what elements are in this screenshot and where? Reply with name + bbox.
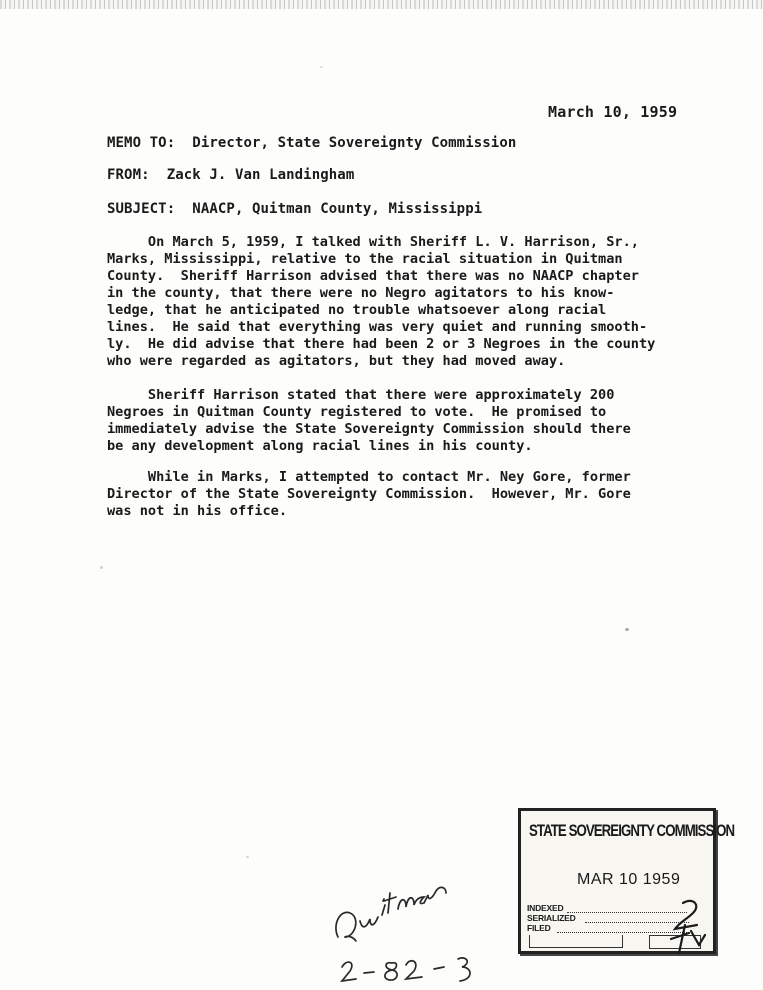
stamp-field-serialized: SERIALIZED xyxy=(527,913,576,923)
memo-date: March 10, 1959 xyxy=(548,103,678,121)
subject-value: NAACP, Quitman County, Mississippi xyxy=(192,201,483,217)
body-paragraph xyxy=(107,234,717,370)
paragraph-line: County. Sheriff Harrison advised that there was no NAACP chapter xyxy=(107,268,639,284)
paragraph-line: in the county, that there were no Negro agitators to his know- xyxy=(107,285,615,301)
scan-edge-strip xyxy=(0,0,763,9)
scan-speck xyxy=(320,66,323,68)
stamp-field-indexed: INDEXED xyxy=(527,903,564,913)
received-stamp xyxy=(518,808,735,954)
stamp-date: MAR 10 1959 xyxy=(577,871,681,888)
stamp-title: STATE SOVEREIGNTY COMMISSION xyxy=(529,821,735,840)
subject-line xyxy=(107,201,482,217)
paragraph-line: On March 5, 1959, I talked with Sheriff L. V. Harrison, Sr., xyxy=(107,234,639,250)
paragraph-line: While in Marks, I attempted to contact Mr. Ney Gore, former xyxy=(107,469,631,485)
body-paragraph xyxy=(107,469,717,520)
stamp-box xyxy=(529,935,623,948)
paragraph-line: be any development along racial lines in his county. xyxy=(107,438,533,454)
subject-label: SUBJECT: xyxy=(107,201,176,217)
body-paragraph xyxy=(107,387,717,455)
memo-to-label: MEMO TO: xyxy=(107,135,176,151)
memo-to-value: Director, State Sovereignty Commission xyxy=(192,135,517,151)
from-line xyxy=(107,167,354,183)
handwritten-notation xyxy=(330,875,500,990)
memo-to-line xyxy=(107,135,516,151)
paragraph-line: was not in his office. xyxy=(107,503,288,519)
paragraph-line: immediately advise the State Sovereignty Commission should there xyxy=(107,421,631,437)
paragraph-line: Director of the State Sovereignty Commission. However, Mr. Gore xyxy=(107,486,631,502)
paragraph-line: Marks, Mississippi, relative to the racial situation in Quitman xyxy=(107,251,623,267)
stamp-field-filed: FILED xyxy=(527,923,551,933)
paragraph-line: Sheriff Harrison stated that there were approximately 200 xyxy=(107,387,615,403)
paragraph-line: ly. He did advise that there had been 2 or 3 Negroes in the county xyxy=(107,336,656,352)
paragraph-line: ledge, that he anticipated no trouble whatsoever along racial xyxy=(107,302,607,318)
stamp-handwritten-initials xyxy=(649,895,709,955)
paragraph-line: Negroes in Quitman County registered to vote. He promised to xyxy=(107,404,607,420)
paragraph-line: lines. He said that everything was very quiet and running smooth- xyxy=(107,319,648,335)
scan-speck xyxy=(246,856,249,858)
scan-speck xyxy=(625,628,629,631)
from-label: FROM: xyxy=(107,167,150,183)
from-value: Zack J. Van Landingham xyxy=(166,167,355,183)
paragraph-line: who were regarded as agitators, but they had moved away. xyxy=(107,353,566,369)
scan-speck xyxy=(100,566,103,569)
